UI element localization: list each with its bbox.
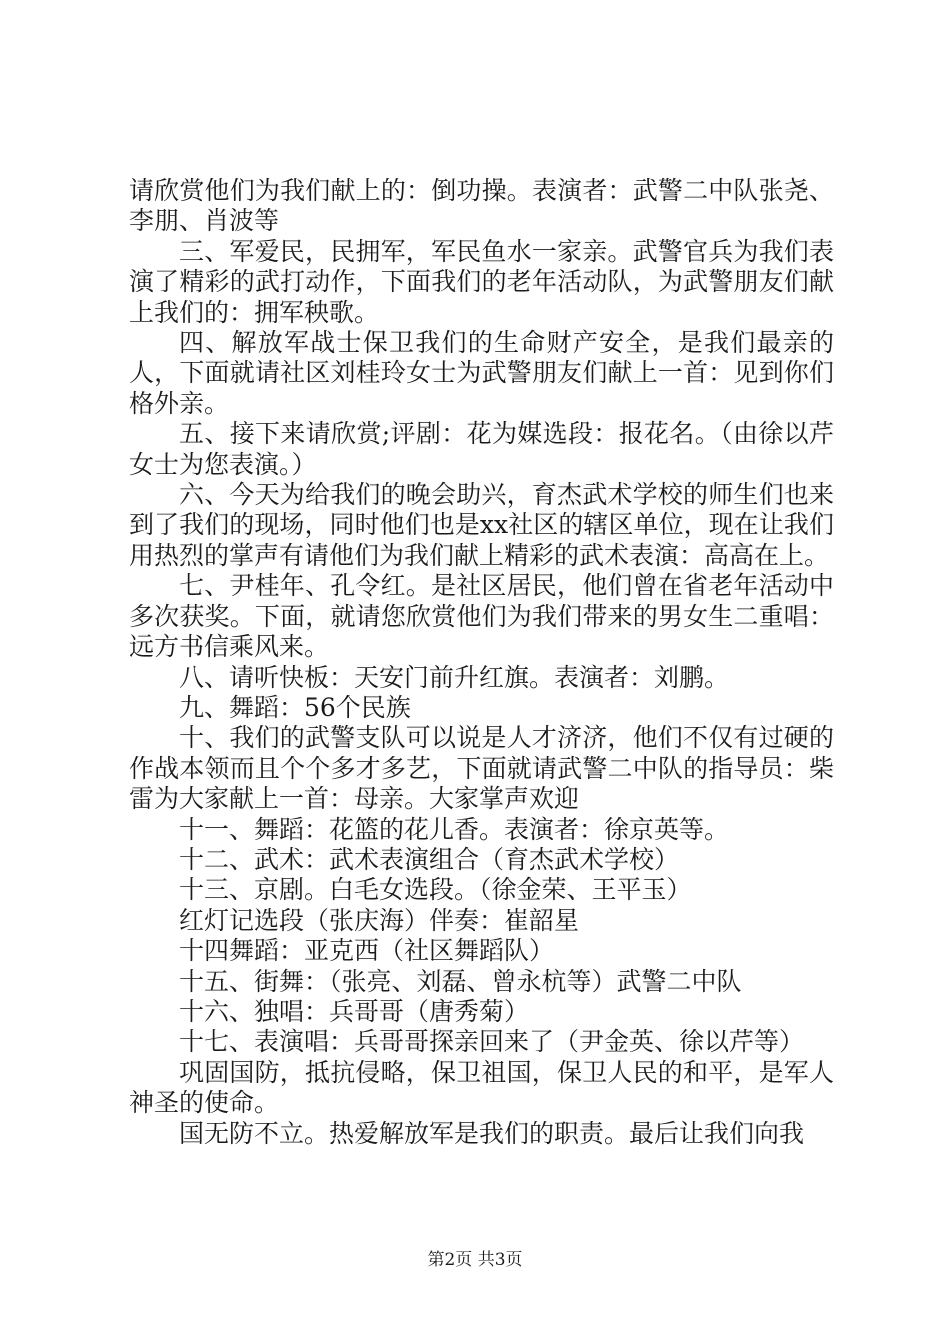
paragraph-13: 十四舞蹈：亚克西（社区舞蹈队） [179,936,555,966]
paragraph-2: 四、解放军战士保卫我们的生命财产安全，是我们最亲的人，下面就请社区刘桂玲女士为武警朋友们献上一首：见到你们格外亲。 [129,328,834,418]
paragraph-16: 十七、表演唱：兵哥哥探亲回来了（尹金英、徐以芹等） [179,1027,805,1057]
paragraph-15: 十六、独唱：兵哥哥（唐秀菊） [179,996,530,1026]
paragraph-5: 七、尹桂年、孔令红。是社区居民，他们曾在省老年活动中多次获奖。下面，就请您欣赏他们为我们带来的男女生二重唱：远方书信乘风来。 [129,571,834,662]
paragraph-7: 九、舞蹈：56个民族 [179,692,411,722]
paragraph-9: 十一、舞蹈：花篮的花儿香。表演者：徐京英等。 [179,814,730,844]
paragraph-14: 十五、街舞：（张亮、刘磊、曾永杭等）武警二中队 [179,966,742,996]
paragraph-12: 红灯记选段（张庆海）伴奏：崔韶星 [179,905,580,935]
paragraph-0: 请欣赏他们为我们献上的：倒功操。表演者：武警二中队张尧、李朋、肖波等 [129,176,834,236]
page-footer: 第2页 共3页 [427,1250,523,1270]
paragraph-3: 五、接下来请欣赏;评剧：花为媒选段：报花名。（由徐以芹女士为您表演。） [129,419,834,479]
paragraph-18: 国无防不立。热爱解放军是我们的职责。最后让我们向我 [179,1118,805,1148]
paragraph-10: 十二、武术：武术表演组合（育杰武术学校） [179,844,680,874]
paragraph-11: 十三、京剧。白毛女选段。（徐金荣、王平玉） [179,875,692,905]
paragraph-4: 六、今天为给我们的晚会助兴，育杰武术学校的师生们也来到了我们的现场，同时他们也是xx社区的辖区单位，现在让我们用热烈的掌声有请他们为我们献上精彩的武术表演：高高在上。 [129,480,834,570]
paragraph-8: 十、我们的武警支队可以说是人才济济，他们不仅有过硬的作战本领而且个个多才多艺，下面就请武警二中队的指导员：柴雷为大家献上一首：母亲。大家掌声欢迎 [129,723,834,814]
paragraph-1: 三、军爱民，民拥军，军民鱼水一家亲。武警官兵为我们表演了精彩的武打动作，下面我们的老年活动队，为武警朋友们献上我们的：拥军秧歌。 [129,236,834,327]
document-body [129,176,834,1149]
paragraph-6: 八、请听快板：天安门前升红旗。表演者：刘鹏。 [179,662,730,692]
paragraph-17: 巩固国防，抵抗侵略，保卫祖国，保卫人民的和平，是军人神圣的使命。 [129,1057,834,1118]
